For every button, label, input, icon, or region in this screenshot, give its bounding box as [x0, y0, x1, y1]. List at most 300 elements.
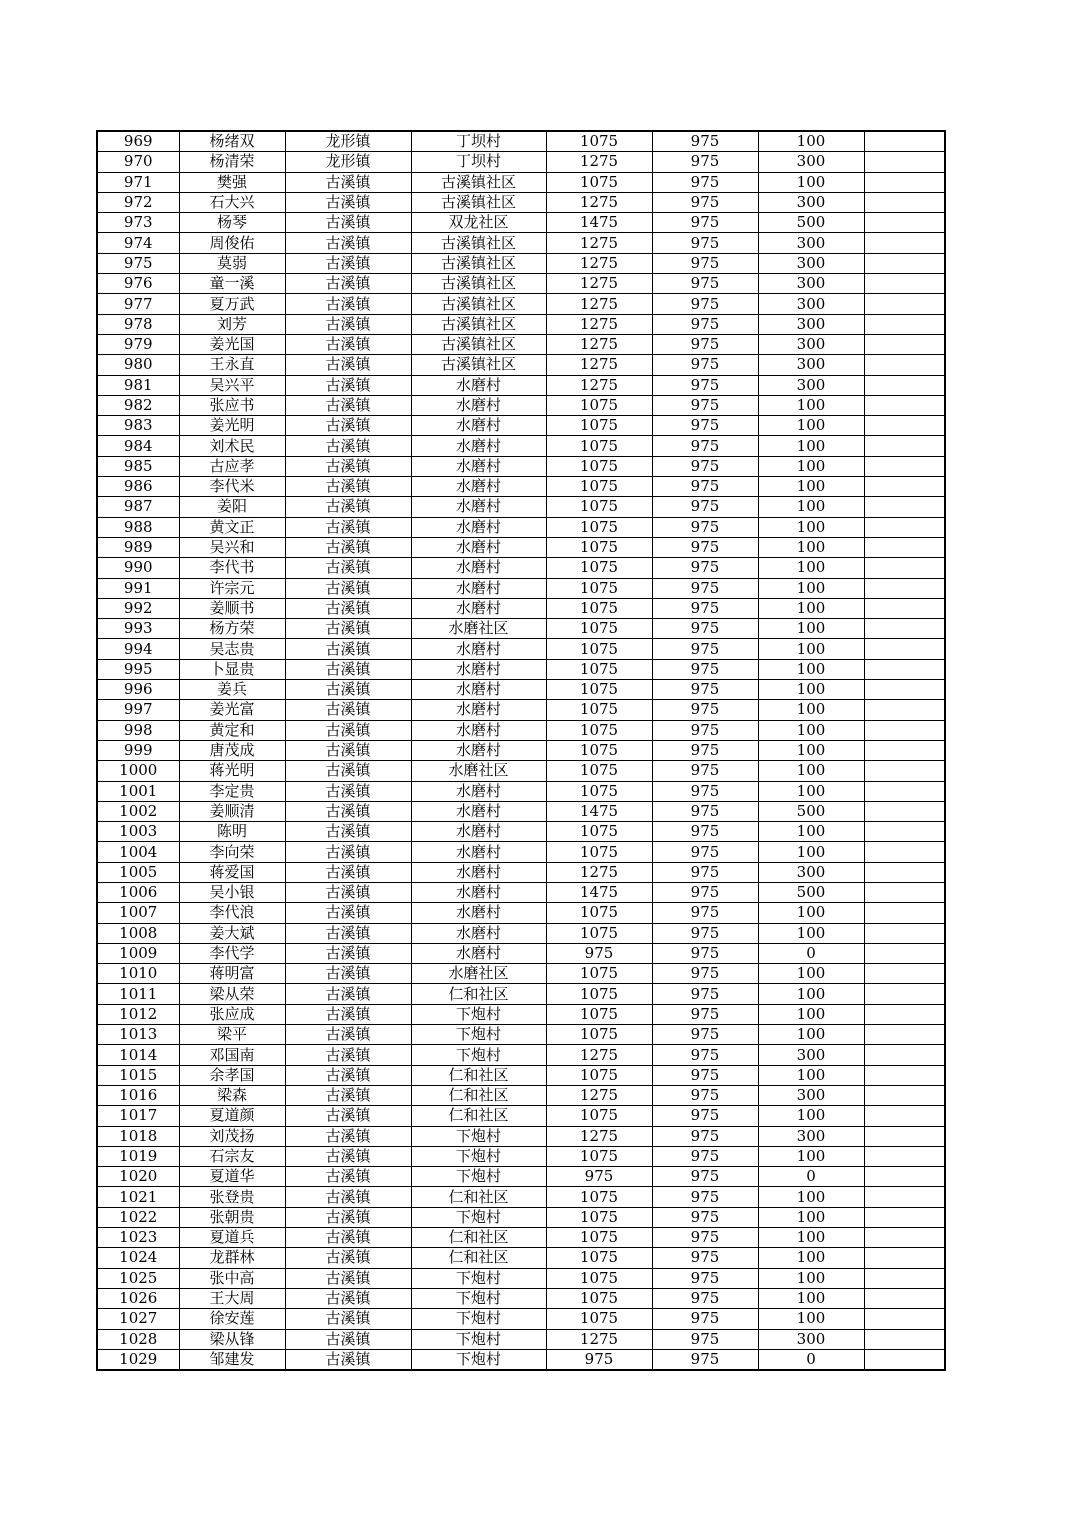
cell-village: 古溪镇社区 — [411, 274, 546, 294]
cell-name: 吴志贵 — [179, 639, 285, 659]
cell-amount-a: 1275 — [546, 862, 652, 882]
cell-amount-b: 975 — [652, 984, 758, 1004]
table-row — [97, 964, 945, 984]
cell-index: 983 — [97, 416, 179, 436]
cell-town: 古溪镇 — [285, 862, 411, 882]
cell-village: 丁坝村 — [411, 152, 546, 172]
cell-remark — [864, 416, 945, 436]
cell-amount-b: 975 — [652, 964, 758, 984]
cell-amount-b: 975 — [652, 1288, 758, 1308]
cell-amount-b: 975 — [652, 1349, 758, 1370]
cell-index: 980 — [97, 355, 179, 375]
cell-name: 姜光富 — [179, 700, 285, 720]
cell-difference: 100 — [758, 984, 864, 1004]
cell-town: 古溪镇 — [285, 456, 411, 476]
table-row — [97, 1349, 945, 1370]
table-row — [97, 740, 945, 760]
cell-amount-a: 1075 — [546, 1207, 652, 1227]
cell-town: 古溪镇 — [285, 1329, 411, 1349]
cell-village: 古溪镇社区 — [411, 355, 546, 375]
cell-amount-a: 1075 — [546, 984, 652, 1004]
cell-difference: 100 — [758, 740, 864, 760]
cell-index: 1006 — [97, 882, 179, 902]
cell-remark — [864, 477, 945, 497]
cell-amount-a: 1275 — [546, 334, 652, 354]
cell-village: 水磨村 — [411, 822, 546, 842]
cell-difference: 100 — [758, 923, 864, 943]
cell-index: 1012 — [97, 1004, 179, 1024]
cell-index: 997 — [97, 700, 179, 720]
cell-town: 古溪镇 — [285, 923, 411, 943]
cell-amount-b: 975 — [652, 456, 758, 476]
table-row — [97, 1268, 945, 1288]
cell-remark — [864, 842, 945, 862]
cell-remark — [864, 395, 945, 415]
cell-difference: 100 — [758, 903, 864, 923]
cell-amount-b: 975 — [652, 233, 758, 253]
table-row — [97, 192, 945, 212]
cell-remark — [864, 964, 945, 984]
cell-amount-b: 975 — [652, 294, 758, 314]
table-row — [97, 1045, 945, 1065]
cell-town: 古溪镇 — [285, 517, 411, 537]
cell-difference: 100 — [758, 598, 864, 618]
cell-town: 古溪镇 — [285, 700, 411, 720]
cell-village: 下炮村 — [411, 1207, 546, 1227]
cell-name: 刘术民 — [179, 436, 285, 456]
cell-village: 水磨村 — [411, 903, 546, 923]
cell-remark — [864, 1004, 945, 1024]
cell-amount-a: 1075 — [546, 172, 652, 192]
cell-difference: 100 — [758, 497, 864, 517]
cell-remark — [864, 1248, 945, 1268]
cell-town: 古溪镇 — [285, 619, 411, 639]
cell-village: 古溪镇社区 — [411, 233, 546, 253]
cell-index: 991 — [97, 578, 179, 598]
cell-index: 992 — [97, 598, 179, 618]
cell-amount-a: 1075 — [546, 1004, 652, 1024]
cell-name: 梁从荣 — [179, 984, 285, 1004]
cell-amount-a: 1075 — [546, 923, 652, 943]
cell-difference: 100 — [758, 172, 864, 192]
cell-village: 水磨社区 — [411, 761, 546, 781]
cell-amount-a: 1275 — [546, 253, 652, 273]
cell-town: 古溪镇 — [285, 233, 411, 253]
cell-amount-a: 1075 — [546, 700, 652, 720]
table-row — [97, 598, 945, 618]
cell-village: 水磨村 — [411, 436, 546, 456]
cell-town: 古溪镇 — [285, 1207, 411, 1227]
cell-remark — [864, 131, 945, 152]
cell-index: 976 — [97, 274, 179, 294]
table-row — [97, 923, 945, 943]
cell-amount-a: 1275 — [546, 233, 652, 253]
cell-amount-a: 1075 — [546, 477, 652, 497]
cell-town: 古溪镇 — [285, 253, 411, 273]
cell-index: 990 — [97, 558, 179, 578]
cell-amount-a: 1075 — [546, 761, 652, 781]
table-row — [97, 1248, 945, 1268]
cell-village: 下炮村 — [411, 1004, 546, 1024]
cell-town: 古溪镇 — [285, 395, 411, 415]
cell-index: 995 — [97, 659, 179, 679]
cell-amount-a: 1075 — [546, 1187, 652, 1207]
cell-difference: 500 — [758, 213, 864, 233]
cell-town: 古溪镇 — [285, 1288, 411, 1308]
table-row — [97, 1146, 945, 1166]
table-row — [97, 1207, 945, 1227]
cell-amount-b: 975 — [652, 537, 758, 557]
cell-remark — [864, 903, 945, 923]
cell-town: 古溪镇 — [285, 761, 411, 781]
cell-difference: 100 — [758, 537, 864, 557]
table-row — [97, 477, 945, 497]
cell-remark — [864, 1187, 945, 1207]
cell-name: 姜光国 — [179, 334, 285, 354]
cell-town: 古溪镇 — [285, 903, 411, 923]
cell-town: 古溪镇 — [285, 1065, 411, 1085]
cell-village: 下炮村 — [411, 1167, 546, 1187]
cell-index: 984 — [97, 436, 179, 456]
table-row — [97, 1187, 945, 1207]
cell-name: 余孝国 — [179, 1065, 285, 1085]
cell-name: 张应成 — [179, 1004, 285, 1024]
cell-remark — [864, 1207, 945, 1227]
cell-town: 古溪镇 — [285, 375, 411, 395]
cell-town: 古溪镇 — [285, 1004, 411, 1024]
cell-village: 水磨村 — [411, 801, 546, 821]
cell-amount-a: 1275 — [546, 274, 652, 294]
cell-index: 1019 — [97, 1146, 179, 1166]
cell-index: 977 — [97, 294, 179, 314]
cell-remark — [864, 984, 945, 1004]
cell-difference: 100 — [758, 131, 864, 152]
table-row — [97, 801, 945, 821]
table-row — [97, 1085, 945, 1105]
table-row — [97, 842, 945, 862]
cell-remark — [864, 740, 945, 760]
cell-village: 水磨村 — [411, 659, 546, 679]
cell-name: 黄文正 — [179, 517, 285, 537]
cell-amount-a: 1075 — [546, 1268, 652, 1288]
cell-village: 古溪镇社区 — [411, 314, 546, 334]
cell-remark — [864, 497, 945, 517]
cell-amount-a: 1075 — [546, 456, 652, 476]
cell-difference: 0 — [758, 943, 864, 963]
cell-remark — [864, 375, 945, 395]
cell-index: 1028 — [97, 1329, 179, 1349]
cell-difference: 300 — [758, 253, 864, 273]
cell-village: 水磨村 — [411, 740, 546, 760]
cell-amount-a: 1075 — [546, 558, 652, 578]
cell-town: 古溪镇 — [285, 1187, 411, 1207]
table-row — [97, 517, 945, 537]
cell-amount-b: 975 — [652, 1045, 758, 1065]
cell-town: 古溪镇 — [285, 984, 411, 1004]
cell-remark — [864, 334, 945, 354]
cell-town: 古溪镇 — [285, 1228, 411, 1248]
table-row — [97, 314, 945, 334]
table-row — [97, 253, 945, 273]
cell-town: 古溪镇 — [285, 213, 411, 233]
cell-difference: 500 — [758, 882, 864, 902]
cell-index: 993 — [97, 619, 179, 639]
cell-index: 985 — [97, 456, 179, 476]
cell-village: 水磨社区 — [411, 964, 546, 984]
cell-amount-b: 975 — [652, 801, 758, 821]
cell-town: 古溪镇 — [285, 659, 411, 679]
cell-difference: 100 — [758, 1004, 864, 1024]
cell-remark — [864, 720, 945, 740]
cell-difference: 500 — [758, 801, 864, 821]
cell-name: 李代书 — [179, 558, 285, 578]
cell-name: 王大周 — [179, 1288, 285, 1308]
cell-village: 水磨村 — [411, 517, 546, 537]
cell-amount-a: 1075 — [546, 497, 652, 517]
cell-difference: 100 — [758, 558, 864, 578]
cell-name: 蒋光明 — [179, 761, 285, 781]
cell-name: 梁从锋 — [179, 1329, 285, 1349]
cell-amount-a: 1075 — [546, 680, 652, 700]
cell-difference: 100 — [758, 659, 864, 679]
cell-amount-a: 1075 — [546, 1288, 652, 1308]
cell-town: 古溪镇 — [285, 1248, 411, 1268]
cell-difference: 100 — [758, 700, 864, 720]
cell-amount-b: 975 — [652, 619, 758, 639]
cell-village: 水磨村 — [411, 882, 546, 902]
cell-village: 下炮村 — [411, 1045, 546, 1065]
cell-village: 下炮村 — [411, 1349, 546, 1370]
cell-name: 石大兴 — [179, 192, 285, 212]
cell-name: 杨方荣 — [179, 619, 285, 639]
cell-village: 水磨村 — [411, 639, 546, 659]
cell-name: 姜顺书 — [179, 598, 285, 618]
table-row — [97, 1288, 945, 1308]
cell-remark — [864, 213, 945, 233]
cell-name: 莫弱 — [179, 253, 285, 273]
cell-name: 夏道华 — [179, 1167, 285, 1187]
cell-town: 古溪镇 — [285, 1085, 411, 1105]
table-row — [97, 375, 945, 395]
cell-remark — [864, 274, 945, 294]
cell-remark — [864, 639, 945, 659]
cell-name: 杨琴 — [179, 213, 285, 233]
cell-amount-a: 1275 — [546, 314, 652, 334]
cell-name: 吴小银 — [179, 882, 285, 902]
cell-index: 1021 — [97, 1187, 179, 1207]
cell-name: 邓国南 — [179, 1045, 285, 1065]
table-row — [97, 882, 945, 902]
cell-amount-a: 1075 — [546, 720, 652, 740]
cell-amount-b: 975 — [652, 598, 758, 618]
cell-amount-a: 1075 — [546, 639, 652, 659]
cell-remark — [864, 1349, 945, 1370]
cell-remark — [864, 1288, 945, 1308]
cell-index: 982 — [97, 395, 179, 415]
cell-town: 古溪镇 — [285, 1045, 411, 1065]
cell-town: 古溪镇 — [285, 294, 411, 314]
cell-name: 蒋明富 — [179, 964, 285, 984]
cell-amount-a: 1075 — [546, 903, 652, 923]
cell-remark — [864, 233, 945, 253]
cell-town: 古溪镇 — [285, 598, 411, 618]
cell-name: 张应书 — [179, 395, 285, 415]
cell-difference: 100 — [758, 1268, 864, 1288]
cell-town: 古溪镇 — [285, 274, 411, 294]
table-row — [97, 416, 945, 436]
cell-name: 张登贵 — [179, 1187, 285, 1207]
cell-village: 水磨村 — [411, 781, 546, 801]
cell-amount-b: 975 — [652, 1126, 758, 1146]
cell-village: 仁和社区 — [411, 1065, 546, 1085]
cell-remark — [864, 294, 945, 314]
cell-name: 姜顺清 — [179, 801, 285, 821]
cell-remark — [864, 680, 945, 700]
cell-index: 987 — [97, 497, 179, 517]
cell-town: 古溪镇 — [285, 781, 411, 801]
cell-remark — [864, 314, 945, 334]
cell-amount-a: 1075 — [546, 1228, 652, 1248]
cell-remark — [864, 253, 945, 273]
cell-index: 972 — [97, 192, 179, 212]
cell-amount-b: 975 — [652, 517, 758, 537]
cell-amount-b: 975 — [652, 1207, 758, 1227]
cell-remark — [864, 700, 945, 720]
cell-village: 水磨村 — [411, 558, 546, 578]
cell-amount-a: 1075 — [546, 1309, 652, 1329]
cell-name: 陈明 — [179, 822, 285, 842]
cell-name: 张中高 — [179, 1268, 285, 1288]
cell-amount-b: 975 — [652, 1085, 758, 1105]
cell-amount-b: 975 — [652, 1167, 758, 1187]
cell-name: 唐茂成 — [179, 740, 285, 760]
cell-difference: 100 — [758, 720, 864, 740]
cell-amount-a: 1275 — [546, 192, 652, 212]
cell-name: 杨绪双 — [179, 131, 285, 152]
cell-name: 张朝贵 — [179, 1207, 285, 1227]
table-row — [97, 334, 945, 354]
cell-amount-b: 975 — [652, 131, 758, 152]
cell-remark — [864, 882, 945, 902]
cell-town: 龙形镇 — [285, 152, 411, 172]
cell-index: 1003 — [97, 822, 179, 842]
cell-remark — [864, 619, 945, 639]
cell-name: 姜大斌 — [179, 923, 285, 943]
cell-village: 双龙社区 — [411, 213, 546, 233]
cell-amount-a: 1075 — [546, 1025, 652, 1045]
table-row — [97, 984, 945, 1004]
table-row — [97, 1025, 945, 1045]
cell-remark — [864, 1329, 945, 1349]
cell-difference: 0 — [758, 1167, 864, 1187]
cell-village: 古溪镇社区 — [411, 192, 546, 212]
table-row — [97, 720, 945, 740]
cell-name: 梁平 — [179, 1025, 285, 1045]
cell-village: 仁和社区 — [411, 984, 546, 1004]
cell-amount-b: 975 — [652, 822, 758, 842]
cell-town: 古溪镇 — [285, 416, 411, 436]
table-row — [97, 862, 945, 882]
table-row — [97, 436, 945, 456]
cell-village: 下炮村 — [411, 1329, 546, 1349]
table-row — [97, 395, 945, 415]
cell-difference: 100 — [758, 1309, 864, 1329]
cell-difference: 100 — [758, 680, 864, 700]
table-row — [97, 558, 945, 578]
table-row — [97, 903, 945, 923]
cell-amount-a: 1075 — [546, 131, 652, 152]
cell-difference: 100 — [758, 1207, 864, 1227]
cell-town: 古溪镇 — [285, 964, 411, 984]
cell-town: 古溪镇 — [285, 1146, 411, 1166]
cell-amount-a: 1075 — [546, 1065, 652, 1085]
cell-town: 古溪镇 — [285, 1106, 411, 1126]
cell-index: 994 — [97, 639, 179, 659]
cell-amount-b: 975 — [652, 639, 758, 659]
cell-amount-b: 975 — [652, 477, 758, 497]
cell-difference: 100 — [758, 456, 864, 476]
cell-village: 古溪镇社区 — [411, 253, 546, 273]
cell-difference: 100 — [758, 1248, 864, 1268]
table-row — [97, 233, 945, 253]
cell-difference: 100 — [758, 619, 864, 639]
cell-name: 李代浪 — [179, 903, 285, 923]
cell-remark — [864, 436, 945, 456]
cell-village: 水磨村 — [411, 862, 546, 882]
cell-amount-b: 975 — [652, 700, 758, 720]
cell-name: 樊强 — [179, 172, 285, 192]
cell-town: 古溪镇 — [285, 822, 411, 842]
cell-index: 979 — [97, 334, 179, 354]
cell-town: 古溪镇 — [285, 639, 411, 659]
table-row — [97, 1004, 945, 1024]
cell-name: 周俊佑 — [179, 233, 285, 253]
cell-amount-b: 975 — [652, 436, 758, 456]
cell-difference: 300 — [758, 192, 864, 212]
cell-name: 古应孝 — [179, 456, 285, 476]
cell-remark — [864, 1106, 945, 1126]
cell-amount-b: 975 — [652, 1065, 758, 1085]
cell-amount-a: 1075 — [546, 1106, 652, 1126]
cell-difference: 300 — [758, 152, 864, 172]
cell-difference: 100 — [758, 1025, 864, 1045]
cell-village: 水磨村 — [411, 842, 546, 862]
cell-town: 龙形镇 — [285, 131, 411, 152]
cell-amount-b: 975 — [652, 761, 758, 781]
cell-index: 1000 — [97, 761, 179, 781]
cell-name: 吴兴和 — [179, 537, 285, 557]
cell-amount-a: 1075 — [546, 842, 652, 862]
cell-amount-b: 975 — [652, 862, 758, 882]
cell-index: 974 — [97, 233, 179, 253]
cell-amount-b: 975 — [652, 1228, 758, 1248]
cell-index: 975 — [97, 253, 179, 273]
cell-remark — [864, 537, 945, 557]
cell-amount-b: 975 — [652, 395, 758, 415]
cell-amount-a: 1075 — [546, 395, 652, 415]
cell-amount-a: 1075 — [546, 822, 652, 842]
cell-remark — [864, 355, 945, 375]
cell-index: 973 — [97, 213, 179, 233]
cell-amount-a: 1475 — [546, 882, 652, 902]
table-body — [97, 131, 945, 1370]
cell-town: 古溪镇 — [285, 740, 411, 760]
table-row — [97, 639, 945, 659]
cell-name: 李代学 — [179, 943, 285, 963]
cell-name: 黄定和 — [179, 720, 285, 740]
cell-index: 970 — [97, 152, 179, 172]
cell-village: 水磨村 — [411, 943, 546, 963]
